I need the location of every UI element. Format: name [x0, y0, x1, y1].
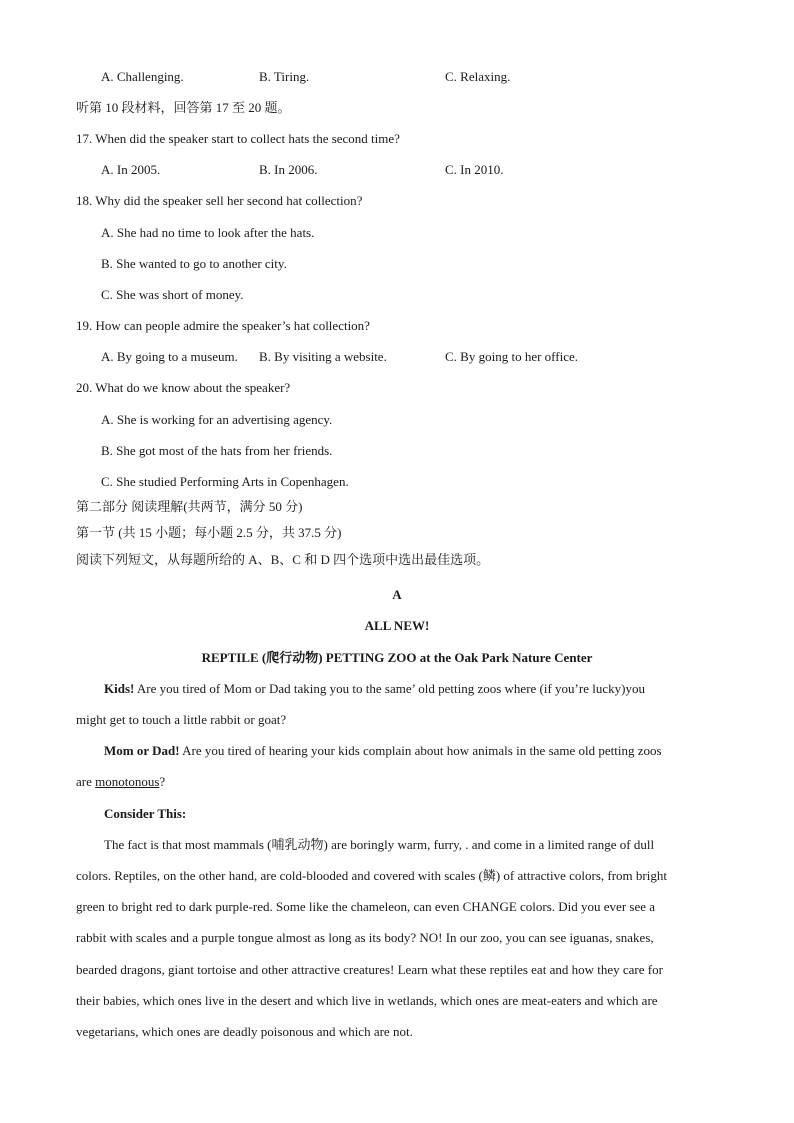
q19-option-a: A. By going to a museum. — [101, 349, 238, 364]
passage-headline: ALL NEW! — [364, 618, 430, 633]
parents-text-prefix: are — [76, 774, 96, 789]
passage-title: REPTILE (爬行动物) PETTING ZOO at the Oak Park Nature Center — [201, 650, 593, 665]
q17-option-b: B. In 2006. — [259, 162, 318, 177]
underlined-word: monotonous — [95, 774, 160, 789]
q18-option-c: C. She was short of money. — [101, 287, 244, 302]
q17-option-c: C. In 2010. — [445, 162, 504, 177]
parents-paragraph-line2 — [76, 774, 165, 790]
question-17-stem: 17. When did the speaker start to collect hats the second time? — [76, 131, 400, 146]
reading-instruction: 阅读下列短文，从每题所给的 A、B、C 和 D 四个选项中选出最佳选项。 — [76, 552, 490, 567]
q20-option-a: A. She is working for an advertising agency. — [101, 412, 333, 427]
parents-text-1: Are you tired of hearing your kids complain about how animals in the same old petting zoos — [179, 743, 662, 758]
passage-letter: A — [392, 587, 402, 602]
q16-option-b: B. Tiring. — [259, 69, 310, 84]
kids-text-1: Are you tired of Mom or Dad taking you to the same’ old petting zoos where (if you’re lucky)you — [134, 681, 645, 696]
parents-paragraph-line1 — [104, 743, 662, 759]
question-19-stem: 19. How can people admire the speaker’s hat collection? — [76, 318, 370, 333]
part2-heading: 第二部分 阅读理解(共两节，满分 50 分) — [76, 499, 303, 514]
body-line-7: vegetarians, which ones are deadly poisonous and which are not. — [76, 1024, 413, 1039]
body-line-5: bearded dragons, giant tortoise and other attractive creatures! Learn what these reptiles eat and how they care for — [76, 962, 663, 977]
section1-heading: 第一节 (共 15 小题；每小题 2.5 分，共 37.5 分) — [76, 525, 342, 540]
consider-heading: Consider This: — [104, 806, 187, 821]
body-line-1: The fact is that most mammals (哺乳动物) are boringly warm, furry, . and come in a limited range of dull — [104, 837, 655, 852]
body-line-3: green to bright red to dark purple-red. Some like the chameleon, can even CHANGE colors. Did you ever see a — [76, 899, 656, 914]
q16-option-a: A. Challenging. — [101, 69, 184, 84]
q20-option-c: C. She studied Performing Arts in Copenhagen. — [101, 474, 349, 489]
parents-text-suffix: ? — [159, 774, 166, 789]
parents-label: Mom or Dad! — [104, 743, 180, 758]
q18-option-a: A. She had no time to look after the hats. — [101, 225, 315, 240]
body-line-4: rabbit with scales and a purple tongue almost as long as its body? NO! In our zoo, you can see iguanas, snakes, — [76, 930, 654, 945]
q17-option-a: A. In 2005. — [101, 162, 161, 177]
question-18-stem: 18. Why did the speaker sell her second hat collection? — [76, 193, 363, 208]
body-line-6: their babies, which ones live in the desert and which live in wetlands, which ones are meat-eaters and which are — [76, 993, 658, 1008]
kids-paragraph-line1 — [104, 681, 645, 697]
question-20-stem: 20. What do we know about the speaker? — [76, 380, 291, 395]
body-line-2: colors. Reptiles, on the other hand, are cold-blooded and covered with scales (鳞) of attractive colors, from bright — [76, 868, 667, 883]
q20-option-b: B. She got most of the hats from her friends. — [101, 443, 333, 458]
q19-option-c: C. By going to her office. — [445, 349, 578, 364]
section10-instruction: 听第 10 段材料，回答第 17 至 20 题。 — [76, 100, 291, 115]
q16-option-c: C. Relaxing. — [445, 69, 511, 84]
kids-paragraph-line2: might get to touch a little rabbit or goat? — [76, 712, 287, 727]
q19-option-b: B. By visiting a website. — [259, 349, 387, 364]
q18-option-b: B. She wanted to go to another city. — [101, 256, 287, 271]
kids-label: Kids! — [104, 681, 135, 696]
